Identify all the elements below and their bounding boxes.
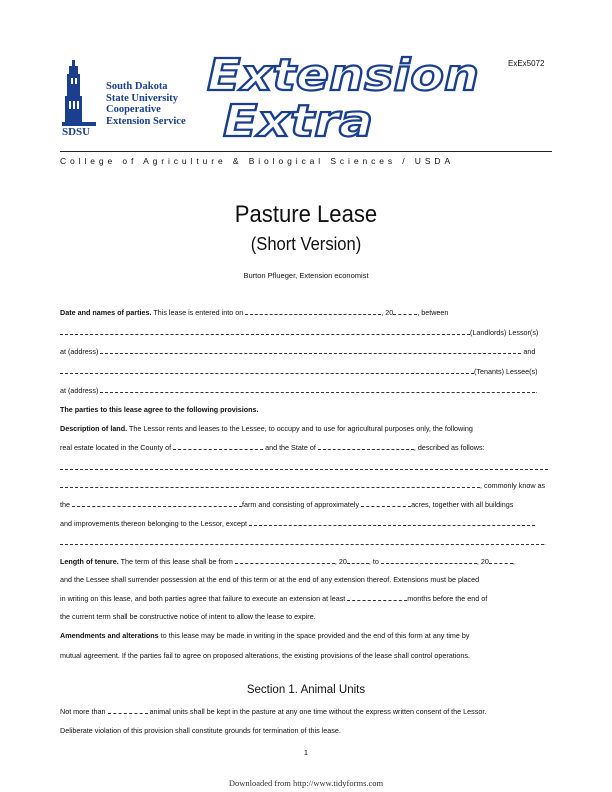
form-line: Date and names of parties. This lease is entered into on , 20 , between bbox=[60, 308, 449, 317]
page-subtitle: (Short Version) bbox=[250, 234, 362, 254]
org-line: Extension Service bbox=[106, 115, 186, 127]
logo-sdsu-letters: SDSU bbox=[62, 126, 91, 136]
banner-line-1: Extension bbox=[207, 50, 479, 101]
lessor-address-field[interactable] bbox=[100, 346, 521, 354]
lessor-name-field[interactable] bbox=[60, 327, 470, 335]
animal-units-field[interactable] bbox=[108, 706, 148, 714]
date-field[interactable] bbox=[245, 307, 381, 315]
end-date-field[interactable] bbox=[381, 556, 477, 564]
form-line: the current term shall be constructive notice of intent to allow the lease to expire. bbox=[60, 612, 316, 621]
form-line: Not more than animal units shall be kept in the pasture at any one time without the express written consent of the Lessor. bbox=[60, 707, 487, 716]
form-line: , commonly know as bbox=[60, 480, 550, 490]
section-1-heading: Section 1. Animal Units bbox=[246, 684, 366, 696]
page-title: Pasture Lease bbox=[234, 201, 378, 228]
extension-organization-name bbox=[106, 81, 186, 127]
form-line: . bbox=[60, 537, 550, 547]
start-year-field[interactable] bbox=[347, 556, 369, 564]
lessee-name-field[interactable] bbox=[60, 366, 474, 374]
form-line: real estate located in the County of and the State of , described as follows: bbox=[60, 443, 485, 452]
exceptions-field[interactable] bbox=[249, 518, 535, 526]
form-line: The parties to this lease agree to the following provisions. bbox=[60, 405, 259, 414]
form-line: at (address) . bbox=[60, 386, 538, 395]
form-line: Deliberate violation of this provision shall constitute grounds for termination of this lease. bbox=[60, 726, 341, 735]
download-footer: Downloaded from http://www.tidyforms.com bbox=[228, 778, 384, 788]
org-line: State University bbox=[106, 92, 179, 104]
org-line: Cooperative bbox=[106, 104, 161, 115]
header-divider bbox=[60, 151, 552, 152]
heading-date-parties: Date and names of parties. bbox=[60, 308, 152, 317]
notice-months-field[interactable] bbox=[347, 593, 407, 601]
end-year-field[interactable] bbox=[489, 556, 513, 564]
acres-field[interactable] bbox=[361, 499, 411, 507]
form-line: (Landlords) Lessor(s) bbox=[60, 327, 550, 337]
form-line: at (address) and bbox=[60, 347, 536, 356]
start-date-field[interactable] bbox=[235, 556, 335, 564]
form-line: the farm and consisting of approximately acres, together with all buildings bbox=[60, 500, 514, 509]
form-line: Amendments and alterations to this lease may be made in writing in the space provided and the end of this form at any time by bbox=[60, 631, 470, 640]
legal-description-field[interactable] bbox=[60, 462, 548, 470]
form-line bbox=[60, 462, 550, 472]
lessee-address-field[interactable] bbox=[100, 385, 535, 393]
form-line: mutual agreement. If the parties fail to agree on proposed alterations, the existing provisions of the lease shall control operations. bbox=[60, 651, 470, 660]
year-field[interactable] bbox=[393, 307, 417, 315]
author-line: Burton Pflueger, Extension economist bbox=[243, 271, 369, 280]
heading-description-of-land: Description of land. bbox=[60, 424, 128, 433]
exceptions-field[interactable] bbox=[60, 537, 544, 545]
legal-description-field[interactable] bbox=[60, 480, 480, 488]
extension-extra-banner bbox=[205, 50, 490, 150]
org-line: South Dakota bbox=[106, 81, 168, 92]
form-line: (Tenants) Lessee(s) bbox=[60, 366, 550, 376]
heading-length-of-tenure: Length of tenure. bbox=[60, 557, 119, 566]
heading-amendments: Amendments and alterations bbox=[60, 631, 159, 640]
form-line: and the Lessee shall surrender possession at the end of this term or at the end of any extension thereof. Extensions must be placed bbox=[60, 575, 480, 584]
college-line: College of Agriculture & Biological Sciences / USDA bbox=[60, 156, 455, 166]
banner-line-2: Extra bbox=[223, 96, 373, 147]
page-number: 1 bbox=[303, 748, 309, 757]
form-line: and improvements thereon belonging to the Lessor, except bbox=[60, 518, 550, 528]
document-code: ExEx5072 bbox=[508, 59, 545, 68]
form-line: Description of land. The Lessor rents and leases to the Lessee, to occupy and to use for agricultural purposes only, the following bbox=[60, 424, 473, 433]
form-line: in writing on this lease, and both parties agree that failure to execute an extension at least months before the end of bbox=[60, 594, 488, 603]
form-line: Length of tenure. The term of this lease shall be from , 20 , to , 20 , bbox=[60, 557, 515, 566]
farm-name-field[interactable] bbox=[72, 499, 242, 507]
county-field[interactable] bbox=[173, 442, 263, 450]
state-field[interactable] bbox=[318, 442, 414, 450]
